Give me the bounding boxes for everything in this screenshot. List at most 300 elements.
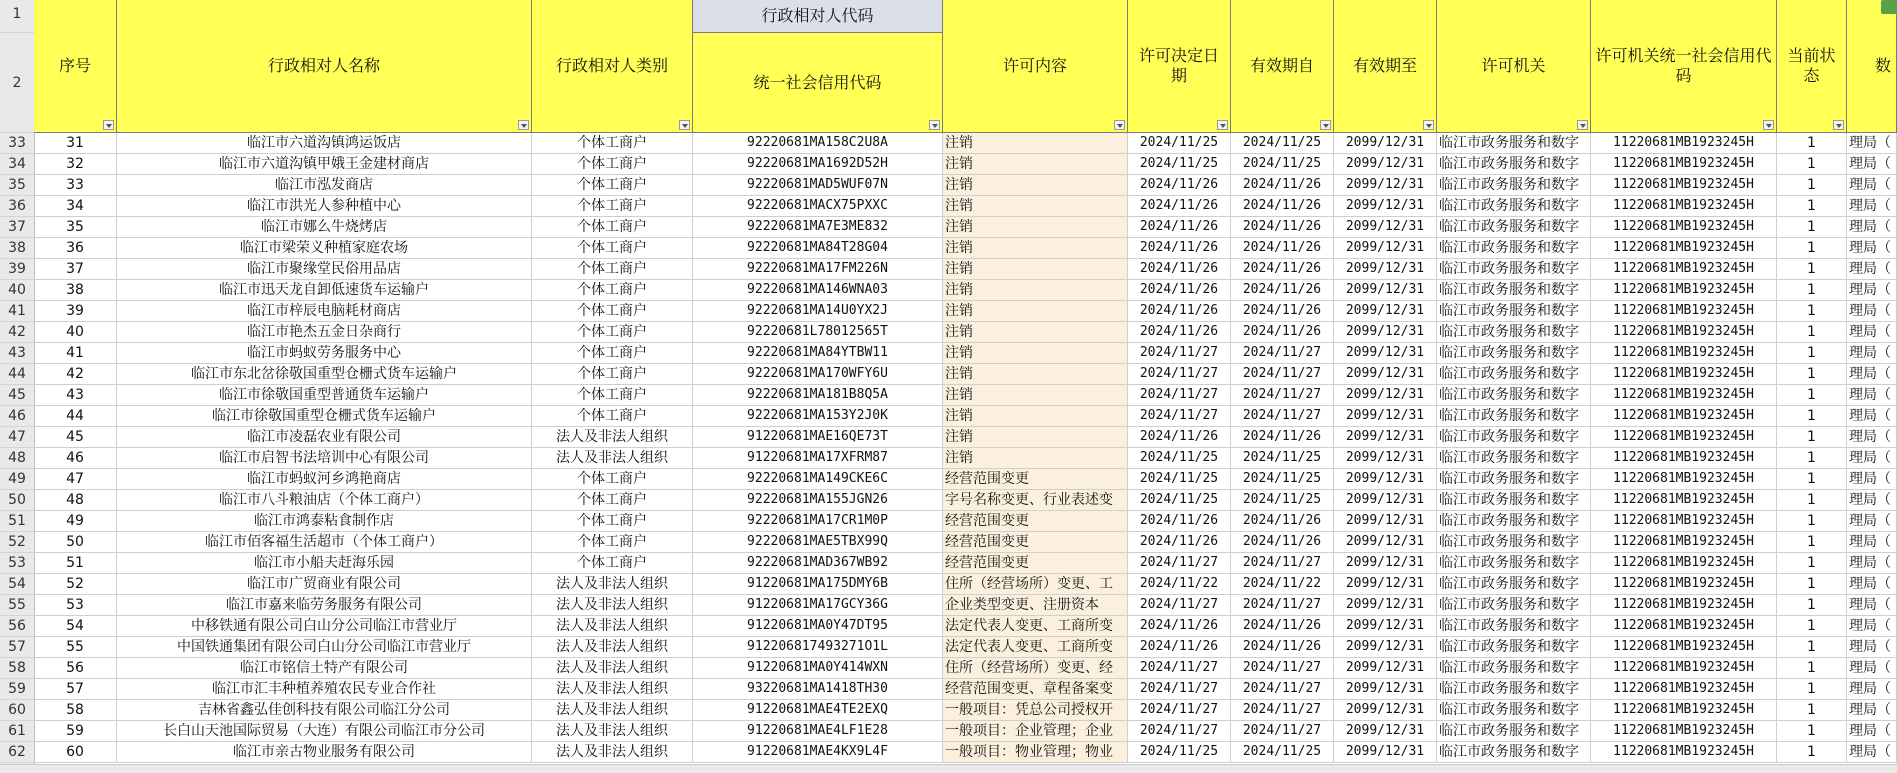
cell-content[interactable]: 注销	[943, 343, 1128, 364]
cell-from[interactable]: 2024/11/26	[1231, 217, 1334, 238]
cell-cat[interactable]: 个体工商户	[532, 301, 693, 322]
cell-auth[interactable]: 临江市政务服务和数字	[1437, 742, 1591, 763]
cell-content[interactable]: 注销	[943, 259, 1128, 280]
cell-dec[interactable]: 2024/11/25	[1128, 133, 1231, 154]
cell-from[interactable]: 2024/11/25	[1231, 154, 1334, 175]
cell-seq[interactable]: 49	[34, 511, 117, 532]
cell-cat[interactable]: 个体工商户	[532, 406, 693, 427]
cell-dec[interactable]: 2024/11/22	[1128, 574, 1231, 595]
cell-content[interactable]: 法定代表人变更、工商所变	[943, 637, 1128, 658]
cell-seq[interactable]: 56	[34, 658, 117, 679]
cell-seq[interactable]: 42	[34, 364, 117, 385]
cell-cat[interactable]: 个体工商户	[532, 238, 693, 259]
cell-next[interactable]: 理局（	[1847, 448, 1897, 469]
cell-from[interactable]: 2024/11/25	[1231, 448, 1334, 469]
cell-auth[interactable]: 临江市政务服务和数字	[1437, 154, 1591, 175]
cell-seq[interactable]: 34	[34, 196, 117, 217]
cell-name[interactable]: 临江市聚缘堂民俗用品店	[117, 259, 532, 280]
cell-status[interactable]: 1	[1777, 301, 1847, 322]
cell-next[interactable]: 理局（	[1847, 406, 1897, 427]
row-header[interactable]: 48	[0, 448, 34, 469]
cell-content[interactable]: 经营范围变更	[943, 469, 1128, 490]
cell-dec[interactable]: 2024/11/26	[1128, 322, 1231, 343]
cell-acode[interactable]: 11220681MB1923245H	[1591, 280, 1777, 301]
cell-auth[interactable]: 临江市政务服务和数字	[1437, 700, 1591, 721]
cell-name[interactable]: 临江市迅天龙自卸低速货车运输户	[117, 280, 532, 301]
cell-next[interactable]: 理局（	[1847, 280, 1897, 301]
cell-code[interactable]: 92220681MA155JGN26	[693, 490, 943, 511]
cell-cat[interactable]: 个体工商户	[532, 532, 693, 553]
cell-cat[interactable]: 个体工商户	[532, 133, 693, 154]
row-header[interactable]: 41	[0, 301, 34, 322]
cell-code[interactable]: 92220681MA17FM226N	[693, 259, 943, 280]
cell-code[interactable]: 92220681MA149CKE6C	[693, 469, 943, 490]
cell-dec[interactable]: 2024/11/27	[1128, 364, 1231, 385]
cell-auth[interactable]: 临江市政务服务和数字	[1437, 364, 1591, 385]
cell-content[interactable]: 经营范围变更	[943, 511, 1128, 532]
cell-cat[interactable]: 个体工商户	[532, 259, 693, 280]
cell-seq[interactable]: 44	[34, 406, 117, 427]
row-header[interactable]: 34	[0, 154, 34, 175]
cell-name[interactable]: 临江市梁荣义种植家庭农场	[117, 238, 532, 259]
cell-cat[interactable]: 个体工商户	[532, 154, 693, 175]
cell-to[interactable]: 2099/12/31	[1334, 343, 1437, 364]
cell-cat[interactable]: 个体工商户	[532, 364, 693, 385]
cell-acode[interactable]: 11220681MB1923245H	[1591, 700, 1777, 721]
cell-seq[interactable]: 54	[34, 616, 117, 637]
cell-to[interactable]: 2099/12/31	[1334, 406, 1437, 427]
cell-dec[interactable]: 2024/11/27	[1128, 553, 1231, 574]
cell-dec[interactable]: 2024/11/26	[1128, 217, 1231, 238]
cell-cat[interactable]: 法人及非法人组织	[532, 616, 693, 637]
cell-acode[interactable]: 11220681MB1923245H	[1591, 196, 1777, 217]
cell-auth[interactable]: 临江市政务服务和数字	[1437, 427, 1591, 448]
cell-status[interactable]: 1	[1777, 721, 1847, 742]
cell-code[interactable]: 93220681MA1418TH30	[693, 679, 943, 700]
cell-acode[interactable]: 11220681MB1923245H	[1591, 553, 1777, 574]
cell-next[interactable]: 理局（	[1847, 679, 1897, 700]
cell-content[interactable]: 注销	[943, 322, 1128, 343]
header-next[interactable]	[1847, 0, 1897, 133]
row-header[interactable]: 49	[0, 469, 34, 490]
cell-dec[interactable]: 2024/11/26	[1128, 301, 1231, 322]
cell-dec[interactable]: 2024/11/26	[1128, 637, 1231, 658]
cell-from[interactable]: 2024/11/26	[1231, 196, 1334, 217]
cell-acode[interactable]: 11220681MB1923245H	[1591, 154, 1777, 175]
cell-content[interactable]: 注销	[943, 196, 1128, 217]
filter-dropdown-icon[interactable]	[679, 120, 690, 130]
cell-seq[interactable]: 32	[34, 154, 117, 175]
cell-cat[interactable]: 个体工商户	[532, 343, 693, 364]
cell-status[interactable]: 1	[1777, 217, 1847, 238]
cell-from[interactable]: 2024/11/26	[1231, 637, 1334, 658]
cell-to[interactable]: 2099/12/31	[1334, 511, 1437, 532]
cell-cat[interactable]: 法人及非法人组织	[532, 679, 693, 700]
cell-code[interactable]: 91220681MAE4KX9L4F	[693, 742, 943, 763]
cell-acode[interactable]: 11220681MB1923245H	[1591, 322, 1777, 343]
cell-dec[interactable]: 2024/11/27	[1128, 679, 1231, 700]
cell-content[interactable]: 住所（经营场所）变更、经	[943, 658, 1128, 679]
cell-auth[interactable]: 临江市政务服务和数字	[1437, 553, 1591, 574]
cell-name[interactable]: 临江市凌磊农业有限公司	[117, 427, 532, 448]
cell-from[interactable]: 2024/11/27	[1231, 721, 1334, 742]
cell-seq[interactable]: 39	[34, 301, 117, 322]
row-header[interactable]: 54	[0, 574, 34, 595]
cell-name[interactable]: 临江市启智书法培训中心有限公司	[117, 448, 532, 469]
cell-acode[interactable]: 11220681MB1923245H	[1591, 721, 1777, 742]
cell-from[interactable]: 2024/11/26	[1231, 175, 1334, 196]
cell-name[interactable]: 临江市六道沟镇鸿运饭店	[117, 133, 532, 154]
cell-seq[interactable]: 53	[34, 595, 117, 616]
header-valid-to[interactable]	[1334, 0, 1437, 133]
cell-to[interactable]: 2099/12/31	[1334, 196, 1437, 217]
cell-content[interactable]: 法定代表人变更、工商所变	[943, 616, 1128, 637]
filter-dropdown-icon[interactable]	[1577, 120, 1588, 130]
cell-next[interactable]: 理局（	[1847, 427, 1897, 448]
cell-name[interactable]: 临江市小船夫赶海乐园	[117, 553, 532, 574]
cell-name[interactable]: 临江市徐敬国重型普通货车运输户	[117, 385, 532, 406]
cell-auth[interactable]: 临江市政务服务和数字	[1437, 616, 1591, 637]
cell-code[interactable]: 92220681MA146WNA03	[693, 280, 943, 301]
cell-dec[interactable]: 2024/11/25	[1128, 448, 1231, 469]
cell-to[interactable]: 2099/12/31	[1334, 595, 1437, 616]
cell-next[interactable]: 理局（	[1847, 574, 1897, 595]
header-code-group[interactable]	[693, 0, 943, 33]
cell-seq[interactable]: 47	[34, 469, 117, 490]
cell-next[interactable]: 理局（	[1847, 511, 1897, 532]
cell-content[interactable]: 注销	[943, 175, 1128, 196]
cell-status[interactable]: 1	[1777, 448, 1847, 469]
cell-dec[interactable]: 2024/11/27	[1128, 406, 1231, 427]
cell-to[interactable]: 2099/12/31	[1334, 364, 1437, 385]
filter-dropdown-icon[interactable]	[1423, 120, 1434, 130]
cell-acode[interactable]: 11220681MB1923245H	[1591, 427, 1777, 448]
cell-from[interactable]: 2024/11/26	[1231, 259, 1334, 280]
cell-to[interactable]: 2099/12/31	[1334, 133, 1437, 154]
cell-acode[interactable]: 11220681MB1923245H	[1591, 217, 1777, 238]
cell-name[interactable]: 临江市鸿泰粘食制作店	[117, 511, 532, 532]
cell-cat[interactable]: 个体工商户	[532, 490, 693, 511]
cell-code[interactable]: 92220681MA158C2U8A	[693, 133, 943, 154]
cell-acode[interactable]: 11220681MB1923245H	[1591, 511, 1777, 532]
cell-to[interactable]: 2099/12/31	[1334, 700, 1437, 721]
cell-status[interactable]: 1	[1777, 679, 1847, 700]
cell-name[interactable]: 吉林省鑫弘佳创科技有限公司临江分公司	[117, 700, 532, 721]
cell-code[interactable]: 91220681MA17GCY36G	[693, 595, 943, 616]
cell-status[interactable]: 1	[1777, 700, 1847, 721]
cell-auth[interactable]: 临江市政务服务和数字	[1437, 280, 1591, 301]
cell-code[interactable]: 91220681MA17XFRM87	[693, 448, 943, 469]
cell-auth[interactable]: 临江市政务服务和数字	[1437, 217, 1591, 238]
cell-next[interactable]: 理局（	[1847, 322, 1897, 343]
cell-status[interactable]: 1	[1777, 637, 1847, 658]
cell-to[interactable]: 2099/12/31	[1334, 280, 1437, 301]
cell-from[interactable]: 2024/11/27	[1231, 343, 1334, 364]
cell-auth[interactable]: 临江市政务服务和数字	[1437, 490, 1591, 511]
cell-status[interactable]: 1	[1777, 238, 1847, 259]
cell-seq[interactable]: 51	[34, 553, 117, 574]
row-header[interactable]: 35	[0, 175, 34, 196]
cell-content[interactable]: 一般项目：物业管理；物业	[943, 742, 1128, 763]
cell-from[interactable]: 2024/11/26	[1231, 427, 1334, 448]
cell-content[interactable]: 注销	[943, 385, 1128, 406]
row-header[interactable]: 50	[0, 490, 34, 511]
cell-next[interactable]: 理局（	[1847, 658, 1897, 679]
cell-code[interactable]: 92220681MACX75PXXC	[693, 196, 943, 217]
cell-from[interactable]: 2024/11/27	[1231, 364, 1334, 385]
cell-content[interactable]: 经营范围变更、章程备案变	[943, 679, 1128, 700]
cell-code[interactable]: 92220681MA1692D52H	[693, 154, 943, 175]
cell-code[interactable]: 92220681MA7E3ME832	[693, 217, 943, 238]
cell-auth[interactable]: 临江市政务服务和数字	[1437, 532, 1591, 553]
cell-seq[interactable]: 57	[34, 679, 117, 700]
cell-cat[interactable]: 法人及非法人组织	[532, 658, 693, 679]
cell-auth[interactable]: 临江市政务服务和数字	[1437, 469, 1591, 490]
cell-to[interactable]: 2099/12/31	[1334, 238, 1437, 259]
cell-next[interactable]: 理局（	[1847, 238, 1897, 259]
cell-next[interactable]: 理局（	[1847, 532, 1897, 553]
cell-content[interactable]: 经营范围变更	[943, 532, 1128, 553]
header-code[interactable]	[693, 33, 943, 133]
row-header[interactable]: 38	[0, 238, 34, 259]
cell-from[interactable]: 2024/11/27	[1231, 658, 1334, 679]
cell-content[interactable]: 注销	[943, 301, 1128, 322]
cell-next[interactable]: 理局（	[1847, 637, 1897, 658]
cell-status[interactable]: 1	[1777, 385, 1847, 406]
cell-next[interactable]: 理局（	[1847, 742, 1897, 763]
cell-content[interactable]: 注销	[943, 406, 1128, 427]
cell-name[interactable]: 长白山天池国际贸易（大连）有限公司临江市分公司	[117, 721, 532, 742]
cell-status[interactable]: 1	[1777, 553, 1847, 574]
cell-auth[interactable]: 临江市政务服务和数字	[1437, 448, 1591, 469]
cell-next[interactable]: 理局（	[1847, 469, 1897, 490]
row-header[interactable]: 61	[0, 721, 34, 742]
cell-code[interactable]: 92220681MA181B8Q5A	[693, 385, 943, 406]
cell-acode[interactable]: 11220681MB1923245H	[1591, 616, 1777, 637]
cell-cat[interactable]: 法人及非法人组织	[532, 574, 693, 595]
cell-dec[interactable]: 2024/11/27	[1128, 343, 1231, 364]
cell-seq[interactable]: 60	[34, 742, 117, 763]
cell-code[interactable]: 92220681MA84T28G04	[693, 238, 943, 259]
cell-seq[interactable]: 33	[34, 175, 117, 196]
cell-status[interactable]: 1	[1777, 427, 1847, 448]
cell-cat[interactable]: 法人及非法人组织	[532, 721, 693, 742]
cell-code[interactable]: 91220681MA175DMY6B	[693, 574, 943, 595]
cell-seq[interactable]: 35	[34, 217, 117, 238]
cell-auth[interactable]: 临江市政务服务和数字	[1437, 574, 1591, 595]
cell-content[interactable]: 注销	[943, 217, 1128, 238]
row-header[interactable]: 33	[0, 133, 34, 154]
cell-cat[interactable]: 个体工商户	[532, 322, 693, 343]
cell-from[interactable]: 2024/11/27	[1231, 595, 1334, 616]
filter-dropdown-icon[interactable]	[1114, 120, 1125, 130]
cell-cat[interactable]: 个体工商户	[532, 553, 693, 574]
cell-name[interactable]: 临江市铭信土特产有限公司	[117, 658, 532, 679]
cell-status[interactable]: 1	[1777, 133, 1847, 154]
cell-content[interactable]: 注销	[943, 154, 1128, 175]
cell-acode[interactable]: 11220681MB1923245H	[1591, 595, 1777, 616]
cell-dec[interactable]: 2024/11/26	[1128, 532, 1231, 553]
cell-status[interactable]: 1	[1777, 154, 1847, 175]
cell-acode[interactable]: 11220681MB1923245H	[1591, 175, 1777, 196]
header-seq[interactable]	[34, 0, 117, 133]
cell-name[interactable]: 中国铁通集团有限公司白山分公司临江市营业厅	[117, 637, 532, 658]
cell-code[interactable]: 91220681MAE4TE2EXQ	[693, 700, 943, 721]
cell-code[interactable]: 92220681MA14U0YX2J	[693, 301, 943, 322]
cell-content[interactable]: 注销	[943, 133, 1128, 154]
cell-content[interactable]: 注销	[943, 238, 1128, 259]
cell-code[interactable]: 91220681MAE16QE73T	[693, 427, 943, 448]
cell-content[interactable]: 经营范围变更	[943, 553, 1128, 574]
row-header[interactable]: 40	[0, 280, 34, 301]
cell-cat[interactable]: 法人及非法人组织	[532, 637, 693, 658]
cell-status[interactable]: 1	[1777, 532, 1847, 553]
cell-name[interactable]: 临江市娜么牛烧烤店	[117, 217, 532, 238]
cell-seq[interactable]: 58	[34, 700, 117, 721]
cell-acode[interactable]: 11220681MB1923245H	[1591, 343, 1777, 364]
cell-dec[interactable]: 2024/11/26	[1128, 196, 1231, 217]
cell-to[interactable]: 2099/12/31	[1334, 448, 1437, 469]
cell-next[interactable]: 理局（	[1847, 217, 1897, 238]
cell-seq[interactable]: 45	[34, 427, 117, 448]
cell-seq[interactable]: 37	[34, 259, 117, 280]
cell-dec[interactable]: 2024/11/25	[1128, 742, 1231, 763]
cell-dec[interactable]: 2024/11/27	[1128, 721, 1231, 742]
cell-name[interactable]: 临江市梓辰电脑耗材商店	[117, 301, 532, 322]
filter-dropdown-icon[interactable]	[1833, 120, 1844, 130]
cell-to[interactable]: 2099/12/31	[1334, 175, 1437, 196]
cell-acode[interactable]: 11220681MB1923245H	[1591, 490, 1777, 511]
cell-seq[interactable]: 48	[34, 490, 117, 511]
cell-acode[interactable]: 11220681MB1923245H	[1591, 469, 1777, 490]
cell-seq[interactable]: 40	[34, 322, 117, 343]
cell-content[interactable]: 注销	[943, 448, 1128, 469]
cell-dec[interactable]: 2024/11/26	[1128, 259, 1231, 280]
cell-dec[interactable]: 2024/11/27	[1128, 595, 1231, 616]
header-content[interactable]	[943, 0, 1128, 133]
filter-dropdown-icon[interactable]	[929, 120, 940, 130]
cell-code[interactable]: 92220681MAE5TBX99Q	[693, 532, 943, 553]
cell-to[interactable]: 2099/12/31	[1334, 301, 1437, 322]
cell-name[interactable]: 临江市蚂蚁劳务服务中心	[117, 343, 532, 364]
cell-to[interactable]: 2099/12/31	[1334, 532, 1437, 553]
cell-code[interactable]: 92220681MA153Y2J0K	[693, 406, 943, 427]
cell-acode[interactable]: 11220681MB1923245H	[1591, 238, 1777, 259]
cell-next[interactable]: 理局（	[1847, 154, 1897, 175]
cell-seq[interactable]: 31	[34, 133, 117, 154]
cell-cat[interactable]: 法人及非法人组织	[532, 595, 693, 616]
cell-dec[interactable]: 2024/11/27	[1128, 658, 1231, 679]
cell-acode[interactable]: 11220681MB1923245H	[1591, 364, 1777, 385]
header-valid-from[interactable]	[1231, 0, 1334, 133]
row-header[interactable]: 44	[0, 364, 34, 385]
cell-acode[interactable]: 11220681MB1923245H	[1591, 385, 1777, 406]
cell-auth[interactable]: 临江市政务服务和数字	[1437, 175, 1591, 196]
cell-status[interactable]: 1	[1777, 322, 1847, 343]
cell-code[interactable]: 91220681MAE4LF1E28	[693, 721, 943, 742]
cell-next[interactable]: 理局（	[1847, 385, 1897, 406]
cell-from[interactable]: 2024/11/26	[1231, 301, 1334, 322]
cell-cat[interactable]: 个体工商户	[532, 280, 693, 301]
cell-dec[interactable]: 2024/11/26	[1128, 238, 1231, 259]
row-header-2[interactable]: 2	[0, 33, 34, 133]
cell-to[interactable]: 2099/12/31	[1334, 658, 1437, 679]
cell-name[interactable]: 临江市泓发商店	[117, 175, 532, 196]
filter-dropdown-icon[interactable]	[1763, 120, 1774, 130]
cell-to[interactable]: 2099/12/31	[1334, 721, 1437, 742]
cell-next[interactable]: 理局（	[1847, 196, 1897, 217]
header-decision-date[interactable]	[1128, 0, 1231, 133]
cell-content[interactable]: 注销	[943, 427, 1128, 448]
cell-seq[interactable]: 36	[34, 238, 117, 259]
cell-from[interactable]: 2024/11/25	[1231, 133, 1334, 154]
cell-next[interactable]: 理局（	[1847, 616, 1897, 637]
row-header[interactable]: 57	[0, 637, 34, 658]
cell-next[interactable]: 理局（	[1847, 343, 1897, 364]
cell-name[interactable]: 中移铁通有限公司白山分公司临江市营业厅	[117, 616, 532, 637]
cell-dec[interactable]: 2024/11/27	[1128, 385, 1231, 406]
cell-from[interactable]: 2024/11/26	[1231, 238, 1334, 259]
cell-status[interactable]: 1	[1777, 259, 1847, 280]
cell-name[interactable]: 临江市洪光人参种植中心	[117, 196, 532, 217]
cell-auth[interactable]: 临江市政务服务和数字	[1437, 637, 1591, 658]
cell-cat[interactable]: 个体工商户	[532, 217, 693, 238]
row-header[interactable]: 58	[0, 658, 34, 679]
row-header[interactable]: 62	[0, 742, 34, 763]
cell-to[interactable]: 2099/12/31	[1334, 490, 1437, 511]
cell-to[interactable]: 2099/12/31	[1334, 322, 1437, 343]
cell-name[interactable]: 临江市蚂蚁河乡鸿艳商店	[117, 469, 532, 490]
cell-acode[interactable]: 11220681MB1923245H	[1591, 658, 1777, 679]
cell-acode[interactable]: 11220681MB1923245H	[1591, 301, 1777, 322]
header-authority-code[interactable]	[1591, 0, 1777, 133]
cell-next[interactable]: 理局（	[1847, 700, 1897, 721]
cell-auth[interactable]: 临江市政务服务和数字	[1437, 196, 1591, 217]
cell-seq[interactable]: 38	[34, 280, 117, 301]
cell-to[interactable]: 2099/12/31	[1334, 259, 1437, 280]
cell-cat[interactable]: 个体工商户	[532, 469, 693, 490]
cell-seq[interactable]: 52	[34, 574, 117, 595]
cell-content[interactable]: 一般项目：凭总公司授权开	[943, 700, 1128, 721]
cell-content[interactable]: 字号名称变更、行业表述变	[943, 490, 1128, 511]
cell-name[interactable]: 临江市徐敬国重型仓栅式货车运输户	[117, 406, 532, 427]
cell-status[interactable]: 1	[1777, 175, 1847, 196]
cell-name[interactable]: 临江市汇丰种植养殖农民专业合作社	[117, 679, 532, 700]
cell-code[interactable]: 92220681L78012565T	[693, 322, 943, 343]
cell-code[interactable]: 912206817493271O1L	[693, 637, 943, 658]
cell-dec[interactable]: 2024/11/26	[1128, 427, 1231, 448]
cell-cat[interactable]: 法人及非法人组织	[532, 448, 693, 469]
cell-next[interactable]: 理局（	[1847, 133, 1897, 154]
header-name[interactable]	[117, 0, 532, 133]
filter-dropdown-icon[interactable]	[518, 120, 529, 130]
cell-status[interactable]: 1	[1777, 742, 1847, 763]
sheet-corner-icon[interactable]	[1881, 0, 1897, 14]
cell-status[interactable]: 1	[1777, 658, 1847, 679]
row-header[interactable]: 51	[0, 511, 34, 532]
cell-from[interactable]: 2024/11/27	[1231, 553, 1334, 574]
cell-acode[interactable]: 11220681MB1923245H	[1591, 448, 1777, 469]
row-header[interactable]: 56	[0, 616, 34, 637]
cell-from[interactable]: 2024/11/22	[1231, 574, 1334, 595]
cell-auth[interactable]: 临江市政务服务和数字	[1437, 322, 1591, 343]
cell-to[interactable]: 2099/12/31	[1334, 742, 1437, 763]
cell-status[interactable]: 1	[1777, 616, 1847, 637]
cell-next[interactable]: 理局（	[1847, 301, 1897, 322]
cell-cat[interactable]: 法人及非法人组织	[532, 742, 693, 763]
cell-next[interactable]: 理局（	[1847, 553, 1897, 574]
cell-next[interactable]: 理局（	[1847, 721, 1897, 742]
